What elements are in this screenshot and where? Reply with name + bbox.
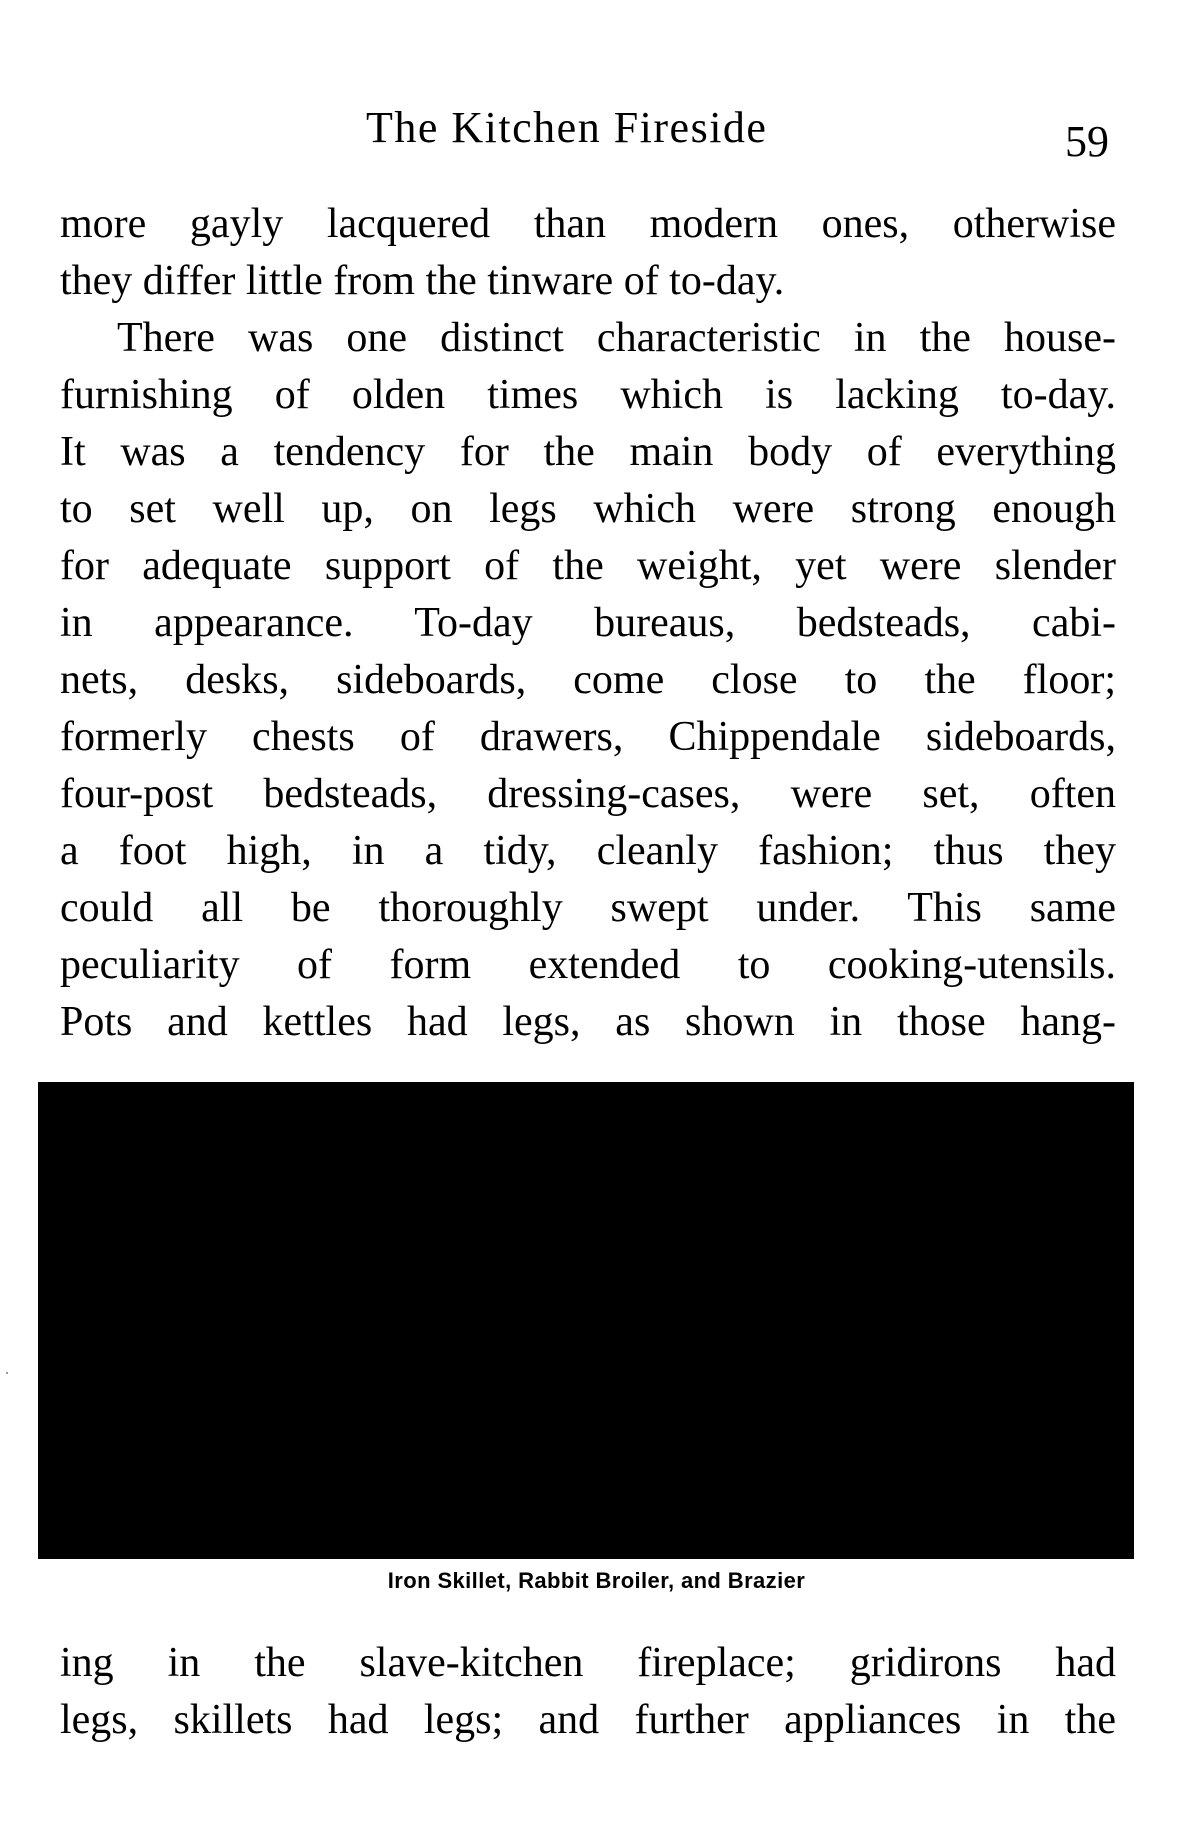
- text-line: a foot high, in a tidy, cleanly fashion; thus they: [60, 828, 1116, 874]
- text-line: to set well up, on legs which were strong enough: [60, 486, 1116, 532]
- text-line: nets, desks, sideboards, come close to the floor;: [60, 657, 1116, 703]
- text-line: formerly chests of drawers, Chippendale sideboards,: [60, 714, 1116, 760]
- text-line: in appearance. To-day bureaus, bedsteads, cabi-: [60, 600, 1116, 646]
- text-line: they differ little from the tinware of to-day.: [60, 258, 785, 304]
- running-title: The Kitchen Fireside: [366, 103, 768, 152]
- body-text-bottom: [60, 1635, 1116, 1749]
- text-line: could all be thoroughly swept under. This same: [60, 885, 1116, 931]
- running-head: [0, 98, 1193, 166]
- text-line: It was a tendency for the main body of everything: [60, 429, 1116, 475]
- text-line: Pots and kettles had legs, as shown in those hang-: [60, 999, 1116, 1045]
- figure-image: [38, 1082, 1134, 1559]
- body-text-top: [60, 196, 1116, 1051]
- text-line: peculiarity of form extended to cooking-utensils.: [60, 942, 1116, 988]
- text-line: four-post bedsteads, dressing-cases, were set, often: [60, 771, 1116, 817]
- scan-speck: [6, 1372, 8, 1374]
- text-line: for adequate support of the weight, yet were slender: [60, 543, 1116, 589]
- text-line: more gayly lacquered than modern ones, otherwise: [60, 201, 1116, 247]
- text-line: legs, skillets had legs; and further appliances in the: [60, 1697, 1116, 1743]
- text-line: ing in the slave-kitchen fireplace; gridirons had: [60, 1640, 1116, 1686]
- page-number: 59: [1065, 117, 1109, 166]
- figure-caption: Iron Skillet, Rabbit Broiler, and Brazier: [387, 1568, 806, 1593]
- text-line: furnishing of olden times which is lacking to-day.: [60, 372, 1116, 418]
- paragraph-first-line: There was one distinct characteristic in the house-: [117, 315, 1116, 361]
